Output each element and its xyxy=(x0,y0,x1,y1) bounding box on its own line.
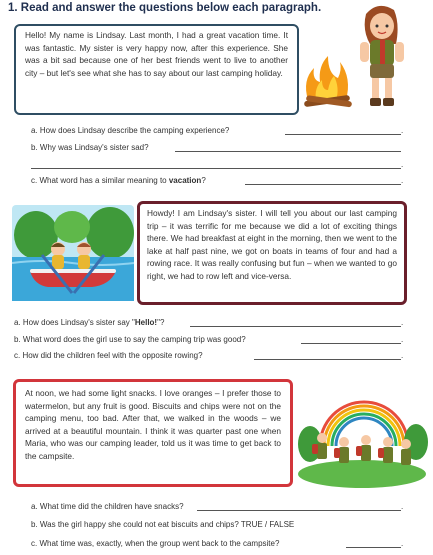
answer-line-2c[interactable] xyxy=(254,359,401,360)
question-3c xyxy=(31,539,279,548)
question-1c-text: c. What word has a similar meaning to xyxy=(31,176,169,185)
answer-line-1c[interactable] xyxy=(245,184,401,185)
answer-line-1b[interactable] xyxy=(175,151,401,152)
question-3b-text: b. Was the girl happy she could not eat biscuits and chips? TRUE / FALSE xyxy=(31,520,295,529)
kids-rowing-boat-illustration xyxy=(12,205,134,301)
question-1c xyxy=(31,176,206,185)
keyword-vacation: vacation xyxy=(168,176,202,185)
paragraph-box-1 xyxy=(14,24,299,115)
answer-line-1a[interactable] xyxy=(285,134,401,135)
question-1c-suffix: ? xyxy=(201,176,206,185)
answer-line-2a[interactable] xyxy=(190,326,401,327)
exercise-heading: 1. Read and answer the questions below each paragraph. xyxy=(8,2,322,14)
question-2c-text: c. How did the children feel with the opposite rowing? xyxy=(14,351,203,360)
question-2c xyxy=(14,351,203,360)
paragraph-1-text: Hello! My name is Lindsay. Last month, I had a great vacation time. It was fantastic. My sister is very happy now, after this experience. She was a bit sad because one of her best friends went to live to another city – but let's see what she has to say about our last camping holiday. xyxy=(25,30,288,78)
scout-girl-icon xyxy=(360,6,404,106)
question-2b-text: b. What word does the girl use to say the camping trip was good? xyxy=(14,335,246,344)
period-mark: . xyxy=(401,502,404,511)
question-1b xyxy=(31,143,149,152)
question-1b-text: b. Why was Lindsay's sister sad? xyxy=(31,143,149,152)
period-mark: . xyxy=(401,160,404,169)
period-mark: . xyxy=(401,318,404,327)
keyword-hello: Hello! xyxy=(134,318,158,327)
question-2a-text: a. How does Lindsay's sister say " xyxy=(14,318,135,327)
campfire-icon xyxy=(304,56,352,107)
answer-line-3a[interactable] xyxy=(197,510,401,511)
answer-line-2b[interactable] xyxy=(301,343,401,344)
period-mark: . xyxy=(401,176,404,185)
answer-line-1b-extra[interactable] xyxy=(31,168,401,169)
period-mark: . xyxy=(401,335,404,344)
question-2a xyxy=(14,318,164,327)
question-2b xyxy=(14,335,246,344)
paragraph-3-text: At noon, we had some light snacks. I love oranges – I prefer those to watermelon, but any fruit is good. Biscuits and chips were not on the camping menu, too bad. After that, we walked in the woods – we arrived at a beautiful mountain. I think it was quarter past one when Maria, who was our camping leader, told us it was time to get back to the campsite. xyxy=(25,388,281,461)
paragraph-box-2 xyxy=(137,201,407,305)
period-mark: . xyxy=(401,126,404,135)
question-2a-suffix: "? xyxy=(157,318,165,327)
period-mark: . xyxy=(401,351,404,360)
question-1a-text: a. How does Lindsay describe the camping experience? xyxy=(31,126,230,135)
paragraph-box-3 xyxy=(13,379,293,487)
paragraph-2-text: Howdy! I am Lindsay's sister. I will tell you about our last camping trip – it was terrific for me because we did a lot of exciting things there. We had breakfast at eight in the morning, then we went to the lake at half past nine, we got on boats in teams of four and had a rowing race. It was really confusing but fun – when we wanted to go right, we had to row left and vice-versa. xyxy=(147,208,397,281)
question-1a xyxy=(31,126,229,135)
question-3a-text: a. What time did the children have snacks? xyxy=(31,502,184,511)
scout-girl-campfire-illustration xyxy=(300,0,430,118)
question-3a xyxy=(31,502,184,511)
question-3b xyxy=(31,520,294,529)
scouts-hiking-rainbow-illustration xyxy=(300,382,425,484)
answer-line-3c[interactable] xyxy=(346,547,401,548)
period-mark: . xyxy=(401,539,404,548)
question-3c-text: c. What time was, exactly, when the group went back to the campsite? xyxy=(31,539,280,548)
